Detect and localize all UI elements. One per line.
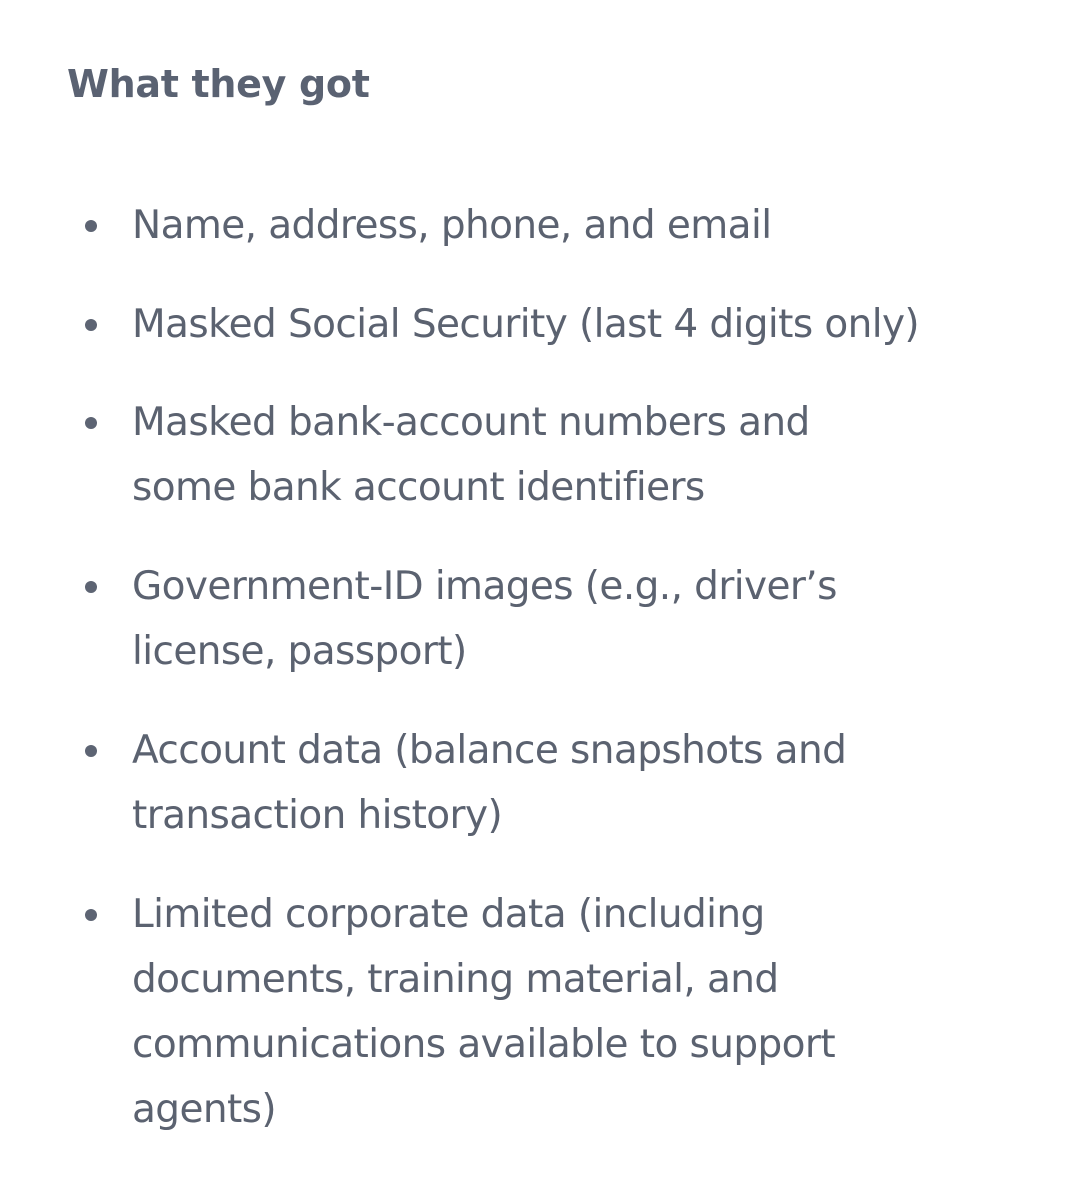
list-item-text: Masked Social Security (last 4 digits only) — [132, 302, 920, 347]
bullet-dot-icon — [85, 417, 97, 429]
list-item-text: Name, address, phone, and email — [132, 203, 772, 248]
bullet-dot-icon — [85, 909, 97, 921]
list-item-text: Account data (balance snapshots and transaction history) — [132, 728, 847, 838]
bullet-dot-icon — [85, 319, 97, 331]
list-item-text: Government-ID images (e.g., driver’s license, passport) — [132, 564, 837, 674]
bullet-dot-icon — [85, 220, 97, 232]
section-heading: What they got — [67, 62, 370, 106]
list-item-text: Limited corporate data (including documents, training material, and communications available to support agents) — [132, 892, 836, 1132]
list-item-text: Masked bank-account numbers and some bank account identifiers — [132, 400, 810, 510]
bullet-dot-icon — [85, 581, 97, 593]
bullet-dot-icon — [85, 745, 97, 757]
